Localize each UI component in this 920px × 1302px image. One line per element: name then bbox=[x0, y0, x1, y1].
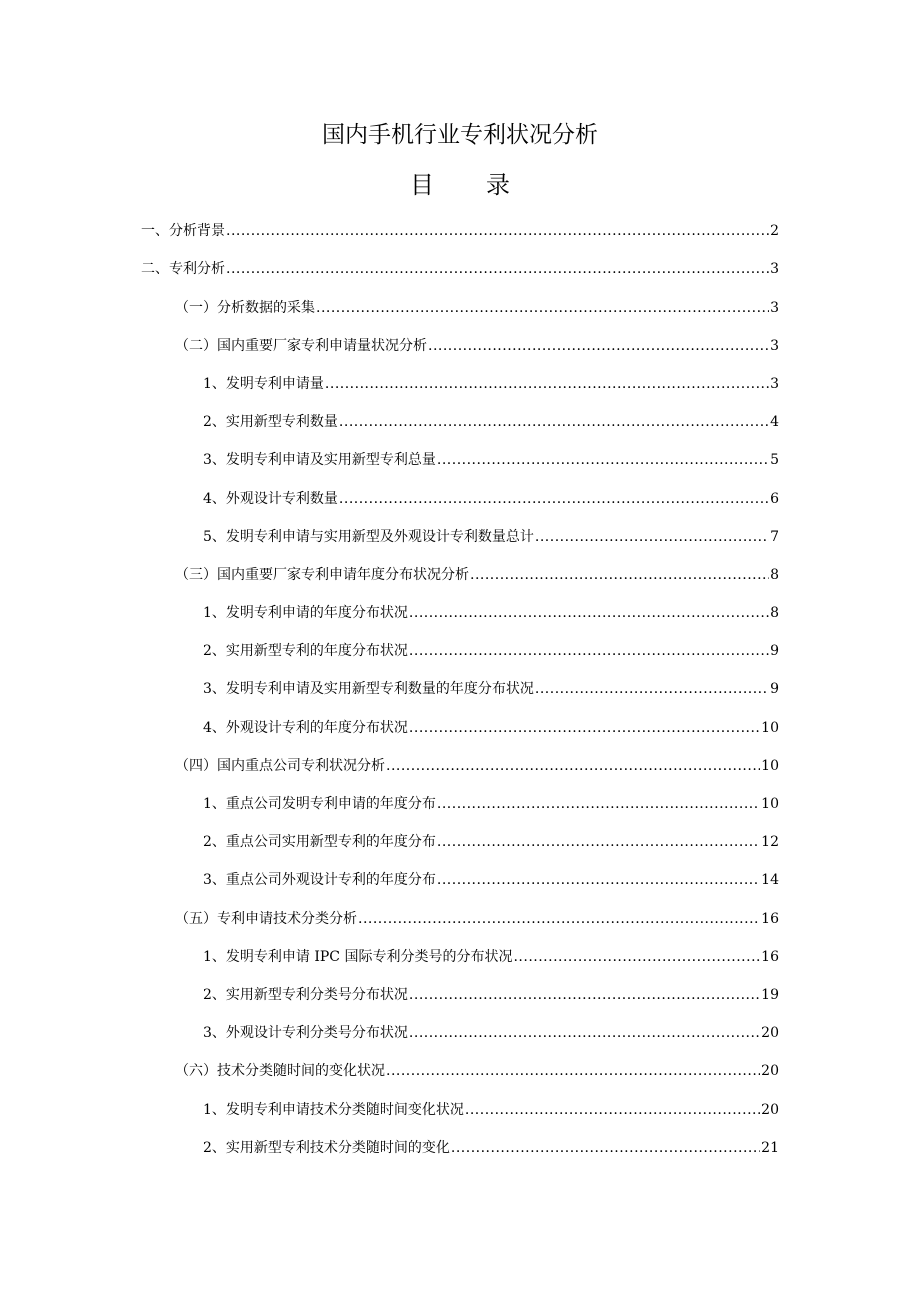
toc-page-number: 14 bbox=[761, 872, 779, 889]
toc-entry-label: （四）国内重点公司专利状况分析 bbox=[175, 757, 385, 774]
toc-entry-label: 二、专利分析 bbox=[141, 261, 225, 278]
toc-page-number: 12 bbox=[761, 834, 779, 851]
toc-entry-label: 3、发明专利申请及实用新型专利数量的年度分布状况 bbox=[203, 681, 534, 698]
toc-page-number: 16 bbox=[761, 910, 779, 927]
toc-entry-label: 4、外观设计专利数量 bbox=[203, 490, 338, 507]
toc-entry[interactable] bbox=[0, 284, 920, 322]
toc-page-number: 9 bbox=[770, 681, 779, 698]
toc-entry[interactable] bbox=[0, 323, 920, 361]
toc-entry[interactable] bbox=[0, 514, 920, 552]
toc-dot-leader bbox=[437, 795, 760, 813]
toc-dot-leader bbox=[535, 680, 769, 698]
toc-entry-label: 5、发明专利申请与实用新型及外观设计专利数量总计 bbox=[203, 528, 534, 545]
toc-page-number: 8 bbox=[770, 605, 779, 622]
toc-entry-label: 3、外观设计专利分类号分布状况 bbox=[203, 1025, 408, 1042]
toc-entry[interactable] bbox=[0, 704, 920, 742]
toc-page-number: 8 bbox=[770, 566, 779, 583]
toc-entry-label: 1、发明专利申请技术分类随时间变化状况 bbox=[203, 1101, 464, 1118]
toc-dot-leader bbox=[437, 871, 760, 889]
toc-page-number: 20 bbox=[761, 1025, 779, 1042]
toc-dot-leader bbox=[325, 375, 769, 393]
toc-entry[interactable] bbox=[0, 895, 920, 933]
toc-dot-leader bbox=[358, 910, 760, 928]
toc-entry-label: （二）国内重要厂家专利申请量状况分析 bbox=[175, 337, 427, 354]
toc-entry-label: （三）国内重要厂家专利申请年度分布状况分析 bbox=[175, 566, 469, 583]
toc-entry[interactable] bbox=[0, 208, 920, 246]
toc-page-number: 9 bbox=[770, 643, 779, 660]
toc-entry-label: 2、实用新型专利的年度分布状况 bbox=[203, 643, 408, 660]
toc-page-number: 3 bbox=[770, 299, 779, 316]
toc-dot-leader bbox=[513, 948, 760, 966]
toc-entry[interactable] bbox=[0, 361, 920, 399]
toc-dot-leader bbox=[409, 642, 769, 660]
document-title: 国内手机行业专利状况分析 bbox=[322, 122, 598, 148]
toc-page-number: 5 bbox=[770, 452, 779, 469]
toc-page-number: 10 bbox=[761, 757, 779, 774]
toc-dot-leader bbox=[409, 719, 760, 737]
toc-entry[interactable] bbox=[0, 781, 920, 819]
toc-entry-label: 1、发明专利申请 IPC 国际专利分类号的分布状况 bbox=[203, 948, 513, 965]
toc-page-number: 20 bbox=[761, 1101, 779, 1118]
table-of-contents bbox=[0, 208, 920, 1163]
toc-dot-leader bbox=[386, 1062, 760, 1080]
toc-page-number: 3 bbox=[770, 375, 779, 392]
toc-entry[interactable] bbox=[0, 1125, 920, 1163]
toc-dot-leader bbox=[339, 490, 769, 508]
toc-entry[interactable] bbox=[0, 1010, 920, 1048]
toc-entry-label: （五）专利申请技术分类分析 bbox=[175, 910, 357, 927]
toc-heading-char-1: 目 bbox=[410, 171, 434, 199]
toc-dot-leader bbox=[437, 451, 769, 469]
toc-entry[interactable] bbox=[0, 475, 920, 513]
toc-entry[interactable] bbox=[0, 972, 920, 1010]
toc-entry[interactable] bbox=[0, 934, 920, 972]
toc-dot-leader bbox=[451, 1139, 760, 1157]
toc-entry[interactable] bbox=[0, 666, 920, 704]
toc-dot-leader bbox=[339, 413, 769, 431]
toc-entry-label: 2、实用新型专利数量 bbox=[203, 414, 338, 431]
toc-page-number: 7 bbox=[770, 528, 779, 545]
toc-dot-leader bbox=[316, 299, 769, 317]
toc-entry[interactable] bbox=[0, 1048, 920, 1086]
toc-dot-leader bbox=[437, 833, 760, 851]
toc-entry-label: 2、实用新型专利分类号分布状况 bbox=[203, 986, 408, 1003]
toc-entry[interactable] bbox=[0, 1086, 920, 1124]
toc-dot-leader bbox=[465, 1101, 760, 1119]
toc-dot-leader bbox=[428, 337, 769, 355]
toc-entry-label: 3、重点公司外观设计专利的年度分布 bbox=[203, 872, 436, 889]
toc-entry[interactable] bbox=[0, 628, 920, 666]
toc-dot-leader bbox=[409, 1024, 760, 1042]
toc-dot-leader bbox=[226, 260, 769, 278]
toc-entry-label: 一、分析背景 bbox=[141, 223, 225, 240]
toc-page-number: 16 bbox=[761, 948, 779, 965]
toc-entry-label: 1、重点公司发明专利申请的年度分布 bbox=[203, 796, 436, 812]
toc-dot-leader bbox=[409, 986, 760, 1004]
toc-dot-leader bbox=[226, 222, 769, 240]
toc-page-number: 10 bbox=[761, 796, 779, 812]
toc-page-number: 6 bbox=[770, 490, 779, 507]
toc-entry[interactable] bbox=[0, 552, 920, 590]
toc-entry[interactable] bbox=[0, 819, 920, 857]
toc-heading-char-2: 录 bbox=[486, 171, 510, 199]
toc-dot-leader bbox=[386, 757, 760, 775]
toc-dot-leader bbox=[470, 566, 769, 584]
toc-entry[interactable] bbox=[0, 399, 920, 437]
toc-page-number: 3 bbox=[770, 261, 779, 278]
toc-page-number: 19 bbox=[761, 986, 779, 1003]
toc-entry[interactable] bbox=[0, 743, 920, 781]
toc-page-number: 20 bbox=[761, 1063, 779, 1080]
toc-entry-label: 2、重点公司实用新型专利的年度分布 bbox=[203, 834, 436, 851]
toc-entry[interactable] bbox=[0, 590, 920, 628]
toc-entry-label: 2、实用新型专利技术分类随时间的变化 bbox=[203, 1139, 450, 1156]
toc-dot-leader bbox=[535, 528, 769, 546]
toc-page-number: 2 bbox=[770, 223, 779, 240]
toc-entry-label: 3、发明专利申请及实用新型专利总量 bbox=[203, 452, 436, 469]
toc-entry[interactable] bbox=[0, 437, 920, 475]
toc-page-number: 10 bbox=[761, 719, 779, 736]
toc-entry-label: （一）分析数据的采集 bbox=[175, 299, 315, 316]
toc-entry-label: 1、发明专利申请量 bbox=[203, 375, 324, 392]
toc-heading bbox=[0, 168, 920, 202]
toc-entry-label: 4、外观设计专利的年度分布状况 bbox=[203, 719, 408, 736]
toc-entry[interactable] bbox=[0, 246, 920, 284]
toc-dot-leader bbox=[409, 604, 769, 622]
toc-page-number: 3 bbox=[770, 337, 779, 354]
toc-entry-label: （六）技术分类随时间的变化状况 bbox=[175, 1063, 385, 1080]
toc-page-number: 4 bbox=[770, 414, 779, 431]
toc-entry[interactable] bbox=[0, 857, 920, 895]
toc-entry-label: 1、发明专利申请的年度分布状况 bbox=[203, 605, 408, 622]
toc-page-number: 21 bbox=[761, 1139, 779, 1156]
